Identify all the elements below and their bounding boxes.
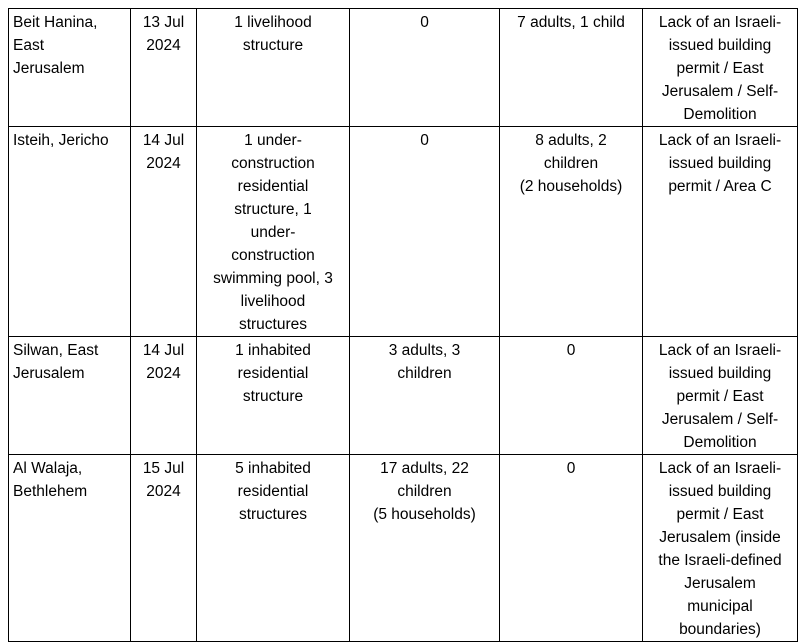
location-cell — [9, 127, 131, 337]
affected-cell — [500, 337, 643, 455]
cell-line: Lack of an Israeli- — [658, 342, 782, 359]
cell-line: 0 — [566, 460, 576, 477]
cell-line: structures — [238, 316, 308, 333]
cell-line: the Israeli-defined — [658, 552, 782, 569]
cell-line: 1 livelihood — [234, 14, 312, 31]
reason-cell — [643, 9, 798, 127]
date-cell — [131, 127, 197, 337]
structures-cell — [197, 455, 350, 642]
cell-line: permit / East — [676, 60, 764, 77]
cell-line: Lack of an Israeli- — [658, 14, 782, 31]
cell-line: construction — [231, 155, 315, 172]
reason-cell — [643, 127, 798, 337]
cell-line: 7 adults, 1 child — [517, 14, 625, 31]
displaced-cell — [350, 455, 500, 642]
cell-line: 2024 — [146, 365, 181, 382]
cell-line: residential — [237, 365, 309, 382]
structures-cell — [197, 127, 350, 337]
cell-line: Beit Hanina, — [13, 14, 98, 31]
cell-line: 14 Jul — [142, 342, 185, 359]
displaced-cell — [350, 9, 500, 127]
cell-line: 0 — [566, 342, 576, 359]
cell-line: 0 — [420, 132, 429, 149]
cell-line: 14 Jul — [142, 132, 185, 149]
cell-line: 8 adults, 2 — [535, 132, 607, 149]
cell-line: issued building — [668, 365, 772, 382]
table-row — [9, 337, 798, 455]
date-cell — [131, 9, 197, 127]
cell-line: Jerusalem — [13, 365, 85, 382]
cell-line: children — [397, 365, 452, 382]
reason-cell — [643, 337, 798, 455]
cell-line: Jerusalem / Self- — [661, 83, 779, 100]
cell-line: structure — [242, 37, 304, 54]
cell-line: Bethlehem — [13, 483, 88, 500]
demolitions-table — [8, 8, 798, 642]
cell-line: 3 adults, 3 — [388, 342, 461, 359]
cell-line: structure — [242, 388, 304, 405]
table-row — [9, 455, 798, 642]
cell-line: children — [543, 155, 599, 172]
cell-line: issued building — [668, 155, 772, 172]
structures-cell — [197, 9, 350, 127]
cell-line: Jerusalem (inside — [659, 529, 781, 546]
cell-line: permit / East — [676, 388, 764, 405]
cell-line: Lack of an Israeli- — [658, 460, 782, 477]
cell-line: Lack of an Israeli- — [658, 132, 782, 149]
location-cell — [9, 9, 131, 127]
cell-line: construction — [231, 247, 315, 264]
table-row — [9, 9, 798, 127]
cell-line: Jerusalem — [13, 60, 85, 77]
cell-line: Isteih, Jericho — [13, 132, 109, 149]
table-body — [9, 9, 798, 642]
cell-line: children — [397, 483, 452, 500]
cell-line: 1 inhabited — [235, 342, 311, 359]
cell-line: 1 under- — [244, 132, 302, 149]
cell-line: 13 Jul — [142, 14, 185, 31]
displaced-cell — [350, 337, 500, 455]
cell-line: Al Walaja, — [13, 460, 83, 477]
cell-line: 17 adults, 22 — [380, 460, 469, 477]
cell-line: residential — [237, 178, 309, 195]
location-cell — [9, 455, 131, 642]
date-cell — [131, 337, 197, 455]
cell-line: structures — [238, 506, 308, 523]
cell-line: livelihood — [240, 293, 306, 310]
cell-line: Jerusalem — [684, 575, 756, 592]
cell-line: Demolition — [683, 106, 757, 123]
cell-line: 2024 — [146, 37, 181, 54]
cell-line: issued building — [668, 483, 772, 500]
cell-line: 2024 — [146, 155, 181, 172]
cell-line: swimming pool, 3 — [213, 270, 333, 287]
affected-cell — [500, 9, 643, 127]
cell-line: East — [13, 37, 45, 54]
cell-line: 2024 — [146, 483, 181, 500]
cell-line: issued building — [668, 37, 772, 54]
cell-line: 15 Jul — [142, 460, 185, 477]
cell-line: permit / East — [676, 506, 764, 523]
affected-cell — [500, 455, 643, 642]
affected-cell — [500, 127, 643, 337]
cell-line: Demolition — [683, 434, 757, 451]
cell-line: under- — [250, 224, 296, 241]
displaced-cell — [350, 127, 500, 337]
cell-line: boundaries) — [679, 621, 761, 638]
cell-line: (2 households) — [519, 178, 623, 195]
cell-line: Jerusalem / Self- — [661, 411, 779, 428]
cell-line: 0 — [420, 14, 429, 31]
cell-line: municipal — [687, 598, 753, 615]
reason-cell — [643, 455, 798, 642]
table-row — [9, 127, 798, 337]
date-cell — [131, 455, 197, 642]
cell-line: residential — [237, 483, 309, 500]
cell-line: structure, 1 — [234, 201, 312, 218]
cell-line: 5 inhabited — [235, 460, 311, 477]
cell-line: permit / Area C — [668, 178, 772, 195]
cell-line: Silwan, East — [13, 342, 99, 359]
location-cell — [9, 337, 131, 455]
structures-cell — [197, 337, 350, 455]
cell-line: (5 households) — [373, 506, 476, 523]
